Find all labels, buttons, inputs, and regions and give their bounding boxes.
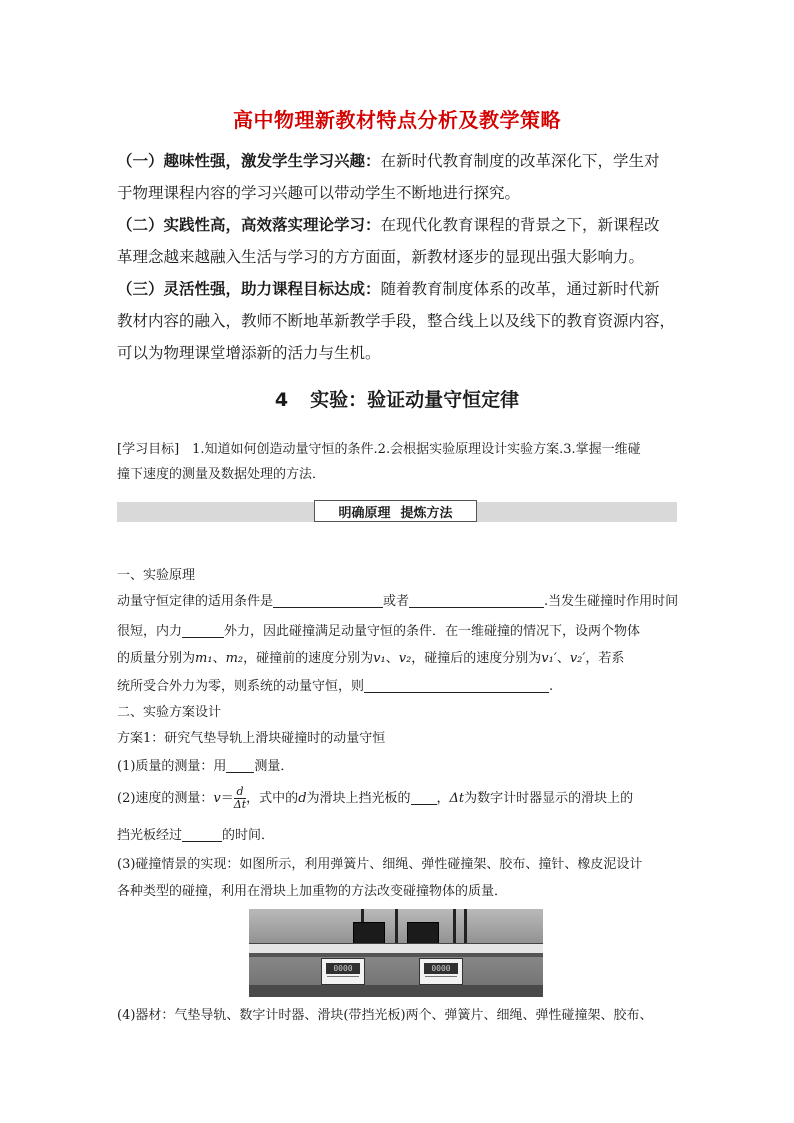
page-title: 高中物理新教材特点分析及教学策略 xyxy=(233,108,561,132)
section-bar-label xyxy=(314,500,477,522)
text: (2)速度的测量： xyxy=(117,791,214,806)
symbol-v1: v₁ xyxy=(373,651,386,666)
objectives-line: 撞下速度的测量及数据处理的方法． xyxy=(117,467,326,482)
text: 外力，因此碰撞满足动量守恒的条件．在一维碰撞的情况下，设两个物体 xyxy=(224,624,641,639)
track-post xyxy=(464,909,467,945)
objectives-line: [学习目标] 1.知道如何创造动量守恒的条件.2.会根据实验原理设计实验方案.3.掌握一维碰 xyxy=(117,442,641,457)
intro-paragraph-2 xyxy=(117,209,677,273)
text: 、 xyxy=(385,651,399,666)
text: 很短，内力 xyxy=(117,624,183,639)
track-post xyxy=(395,909,398,945)
equipment-list: (4)器材：气垫导轨、数字计时器、滑块(带挡光板)两个、弹簧片、细绳、弹性碰撞架、胶布、 xyxy=(117,1008,653,1023)
symbol-v2: v₂ xyxy=(398,651,412,666)
fill-blank[interactable] xyxy=(182,622,224,638)
text: 的质量分别为 xyxy=(117,651,196,666)
air-track-base xyxy=(249,953,543,957)
symbol-dt: Δt xyxy=(449,791,465,806)
fill-blank[interactable] xyxy=(364,677,549,693)
symbol-m2: m₂ xyxy=(225,651,244,666)
intro-paragraph-1 xyxy=(117,145,677,209)
collision-setup-line-2: 各种类型的碰撞，利用在滑块上加重物的方法改变碰撞物体的质量． xyxy=(117,884,508,899)
text: 、 xyxy=(212,651,226,666)
plan-1-title: 方案1：研究气垫导轨上滑块碰撞时的动量守恒 xyxy=(117,731,386,746)
principle-line-4 xyxy=(117,674,679,700)
principle-line-3 xyxy=(117,646,679,672)
symbol-v: v xyxy=(213,791,221,806)
chapter-number: 4 xyxy=(274,389,289,411)
intro-text: 在现代化教育课程的背景之下，新课程改 xyxy=(380,216,660,234)
principle-heading: 一、实验原理 xyxy=(117,568,196,583)
text: 挡光板经过 xyxy=(117,828,183,843)
text: ，碰撞前的速度分别为 xyxy=(243,651,374,666)
fill-blank[interactable] xyxy=(226,757,254,773)
air-track-photo xyxy=(249,909,543,997)
symbol-v1-prime: v₁′ xyxy=(541,651,557,666)
design-heading: 二、实验方案设计 xyxy=(117,705,222,720)
text: 测量． xyxy=(254,759,294,774)
intro-label-2: （二）实践性高，高效落实理论学习： xyxy=(117,216,381,234)
text: 、 xyxy=(556,651,570,666)
text: ，若系 xyxy=(585,651,625,666)
fill-blank[interactable] xyxy=(409,592,544,608)
text: 的时间． xyxy=(222,828,275,843)
timer-buttons xyxy=(327,976,359,982)
digital-timer-1 xyxy=(321,958,365,985)
collision-setup-line-1: (3)碰撞情景的实现：如图所示，利用弹簧片、细绳、弹性碰撞架、胶布、撞针、橡皮泥设计 xyxy=(117,857,643,872)
fraction-d-over-dt xyxy=(234,786,246,811)
speed-measurement: (2)速度的测量：v＝ $\frac{d}{\Delta t}$ ，式中的d为滑块上挡光板的 ，Δt为数字计时器显示的滑块上的 xyxy=(117,785,634,811)
digital-timer-2 xyxy=(419,958,463,985)
principle-line-1 xyxy=(117,589,679,615)
timer-buttons xyxy=(425,976,457,982)
text: 为滑块上挡光板的 xyxy=(306,791,411,806)
intro-text: 教材内容的融入，教师不断地革新教学手段，整合线上以及线下的教育资源内容， xyxy=(117,312,676,330)
text: .当发生碰撞时作用时间 xyxy=(544,594,679,609)
table-surface xyxy=(249,985,543,997)
speed-measurement-cont xyxy=(117,823,679,849)
chapter-name: 实验：验证动量守恒定律 xyxy=(310,389,520,411)
timer-display: 0000 xyxy=(326,963,360,974)
symbol-m1: m₁ xyxy=(195,651,213,666)
fill-blank[interactable] xyxy=(182,826,222,842)
text: 为数字计时器显示的滑块上的 xyxy=(464,791,634,806)
text: 统所受合外力为零，则系统的动量守恒，则 xyxy=(117,679,365,694)
intro-paragraph-3 xyxy=(117,273,677,369)
intro-label-3: （三）灵活性强，助力课程目标达成： xyxy=(117,280,381,298)
text: 或者 xyxy=(383,594,410,609)
learning-objectives xyxy=(117,437,677,487)
intro-text: 革理念越来越融入生活与学习的方方面面，新教材逐步的显现出强大影响力。 xyxy=(117,248,645,266)
intro-label-1: （一）趣味性强，激发学生学习兴趣： xyxy=(117,152,381,170)
intro-text: 随着教育制度体系的改革，通过新时代新 xyxy=(380,280,660,298)
text: ＝ xyxy=(220,791,234,806)
text: 动量守恒定律的适用条件是 xyxy=(117,594,274,609)
text: ，碰撞后的速度分别为 xyxy=(411,651,542,666)
track-post xyxy=(453,909,456,945)
fill-blank[interactable] xyxy=(411,789,437,805)
symbol-v2-prime: v₂′ xyxy=(569,651,586,666)
glider-2 xyxy=(407,922,439,944)
intro-text: 于物理课程内容的学习兴趣可以带动学生不断地进行探究。 xyxy=(117,184,521,202)
section-bar-left: 明确原理 xyxy=(338,505,391,521)
section-bar xyxy=(117,502,677,522)
mass-measurement xyxy=(117,754,679,780)
fraction-numerator: d xyxy=(236,785,244,798)
intro-text: 在新时代教育制度的改革深化下，学生对 xyxy=(380,152,660,170)
section-bar-right: 提炼方法 xyxy=(400,505,453,521)
fill-blank[interactable] xyxy=(273,592,383,608)
principle-line-2 xyxy=(117,619,679,645)
timer-display: 0000 xyxy=(424,963,458,974)
symbol-d: d xyxy=(298,791,307,806)
glider-1 xyxy=(353,922,385,944)
text: ，式中的 xyxy=(246,791,299,806)
intro-text: 可以为物理课堂增添新的活力与生机。 xyxy=(117,344,381,362)
fraction-denominator: Δt xyxy=(233,798,247,811)
text: . xyxy=(549,679,554,694)
chapter-title xyxy=(0,385,794,412)
text: (1)质量的测量：用 xyxy=(117,759,227,774)
